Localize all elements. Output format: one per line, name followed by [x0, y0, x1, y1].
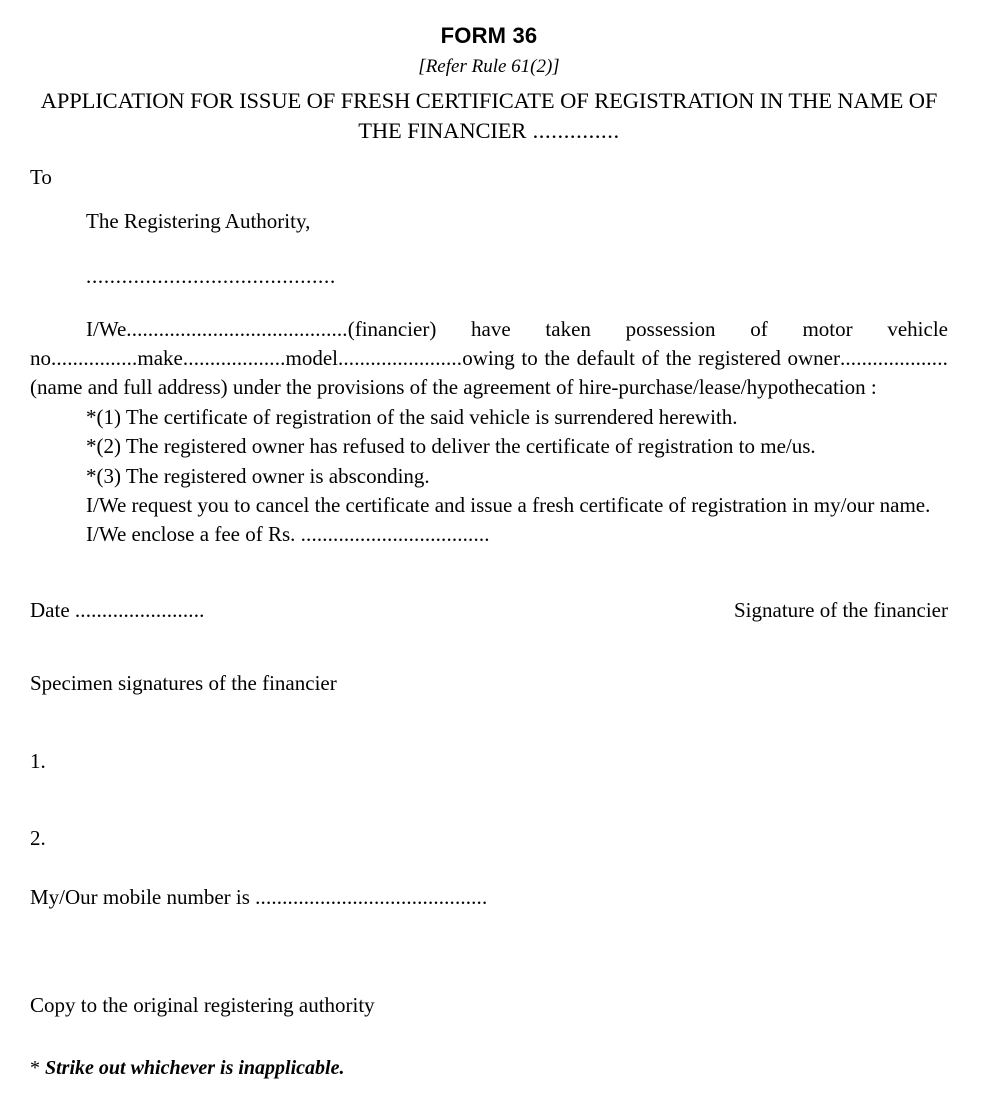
date-blank[interactable]: ........................ [74, 597, 205, 622]
copy-to-line: Copy to the original registering authority [30, 992, 375, 1017]
para1-seg2: (financier) have taken possession of motor vehicle no [30, 316, 948, 371]
clause-1-text: *(1) The certificate of registration of the said vehicle is surrendered herewith. [86, 404, 738, 429]
footnote [30, 1054, 948, 1082]
application-title-line-1: APPLICATION FOR ISSUE OF FRESH CERTIFICATE OF REGISTRATION IN THE [40, 88, 832, 114]
date-field-group [30, 596, 205, 625]
para1-seg5: owing to the default of the registered owner [462, 346, 840, 371]
model-blank[interactable]: ....................... [338, 346, 463, 371]
application-title-blank: .............. [526, 117, 620, 143]
specimen-item-2[interactable]: 2. [30, 825, 46, 850]
vehicle-no-blank[interactable]: ................ [51, 346, 138, 371]
page-title: FORM 36 [440, 23, 538, 48]
fee-paragraph [30, 520, 948, 549]
mobile-number-line [30, 883, 948, 912]
addressee-blank-field[interactable]: .......................................... [86, 264, 336, 289]
mobile-number-blank[interactable]: ........................................... [255, 885, 488, 910]
rule-reference: [Refer Rule 61(2)] [418, 56, 560, 78]
addressee-line: The Registering Authority, [86, 208, 311, 233]
owner-name-blank[interactable]: .................... [840, 346, 948, 371]
date-signature-row [30, 596, 948, 625]
para1-seg3: make [137, 346, 183, 371]
para1-seg4: model [285, 346, 338, 371]
clause-3-text: *(3) The registered owner is absconding. [86, 463, 430, 488]
footnote-marker: * [30, 1057, 45, 1080]
financier-name-blank[interactable]: ......................................... [126, 316, 348, 341]
request-text: I/We request you to cancel the certificate and issue a fresh certificate of registration in my/our name. [86, 492, 931, 517]
mobile-label: My/Our mobile number is [30, 885, 256, 910]
specimen-item-1[interactable]: 1. [30, 748, 46, 773]
possession-paragraph [30, 315, 948, 403]
date-label: Date [30, 597, 75, 622]
request-paragraph [30, 491, 948, 520]
footnote-text: Strike out whichever is inapplicable. [45, 1057, 345, 1080]
application-title [30, 86, 948, 145]
specimen-heading: Specimen signatures of the financier [30, 671, 337, 696]
para1-seg6: (name and full address) under the provisions of the agreement of hire-purchase/lease/hypothecation : [30, 375, 877, 400]
clause-item-1 [30, 403, 948, 432]
fee-text: I/We enclose a fee of Rs. [86, 522, 301, 547]
clause-item-3 [30, 462, 948, 491]
application-title-line-2: NAME OF THE FINANCIER [358, 88, 938, 143]
fee-amount-blank[interactable]: ................................... [300, 522, 490, 547]
to-label: To [30, 165, 52, 190]
clause-2-text: *(2) The registered owner has refused to deliver the certificate of registration to me/us. [86, 434, 816, 459]
make-blank[interactable]: ................... [182, 346, 286, 371]
form-body [30, 163, 948, 1082]
clause-item-2 [30, 432, 948, 461]
para1-seg1: I/We [86, 316, 127, 341]
signature-label: Signature of the financier [734, 597, 948, 622]
